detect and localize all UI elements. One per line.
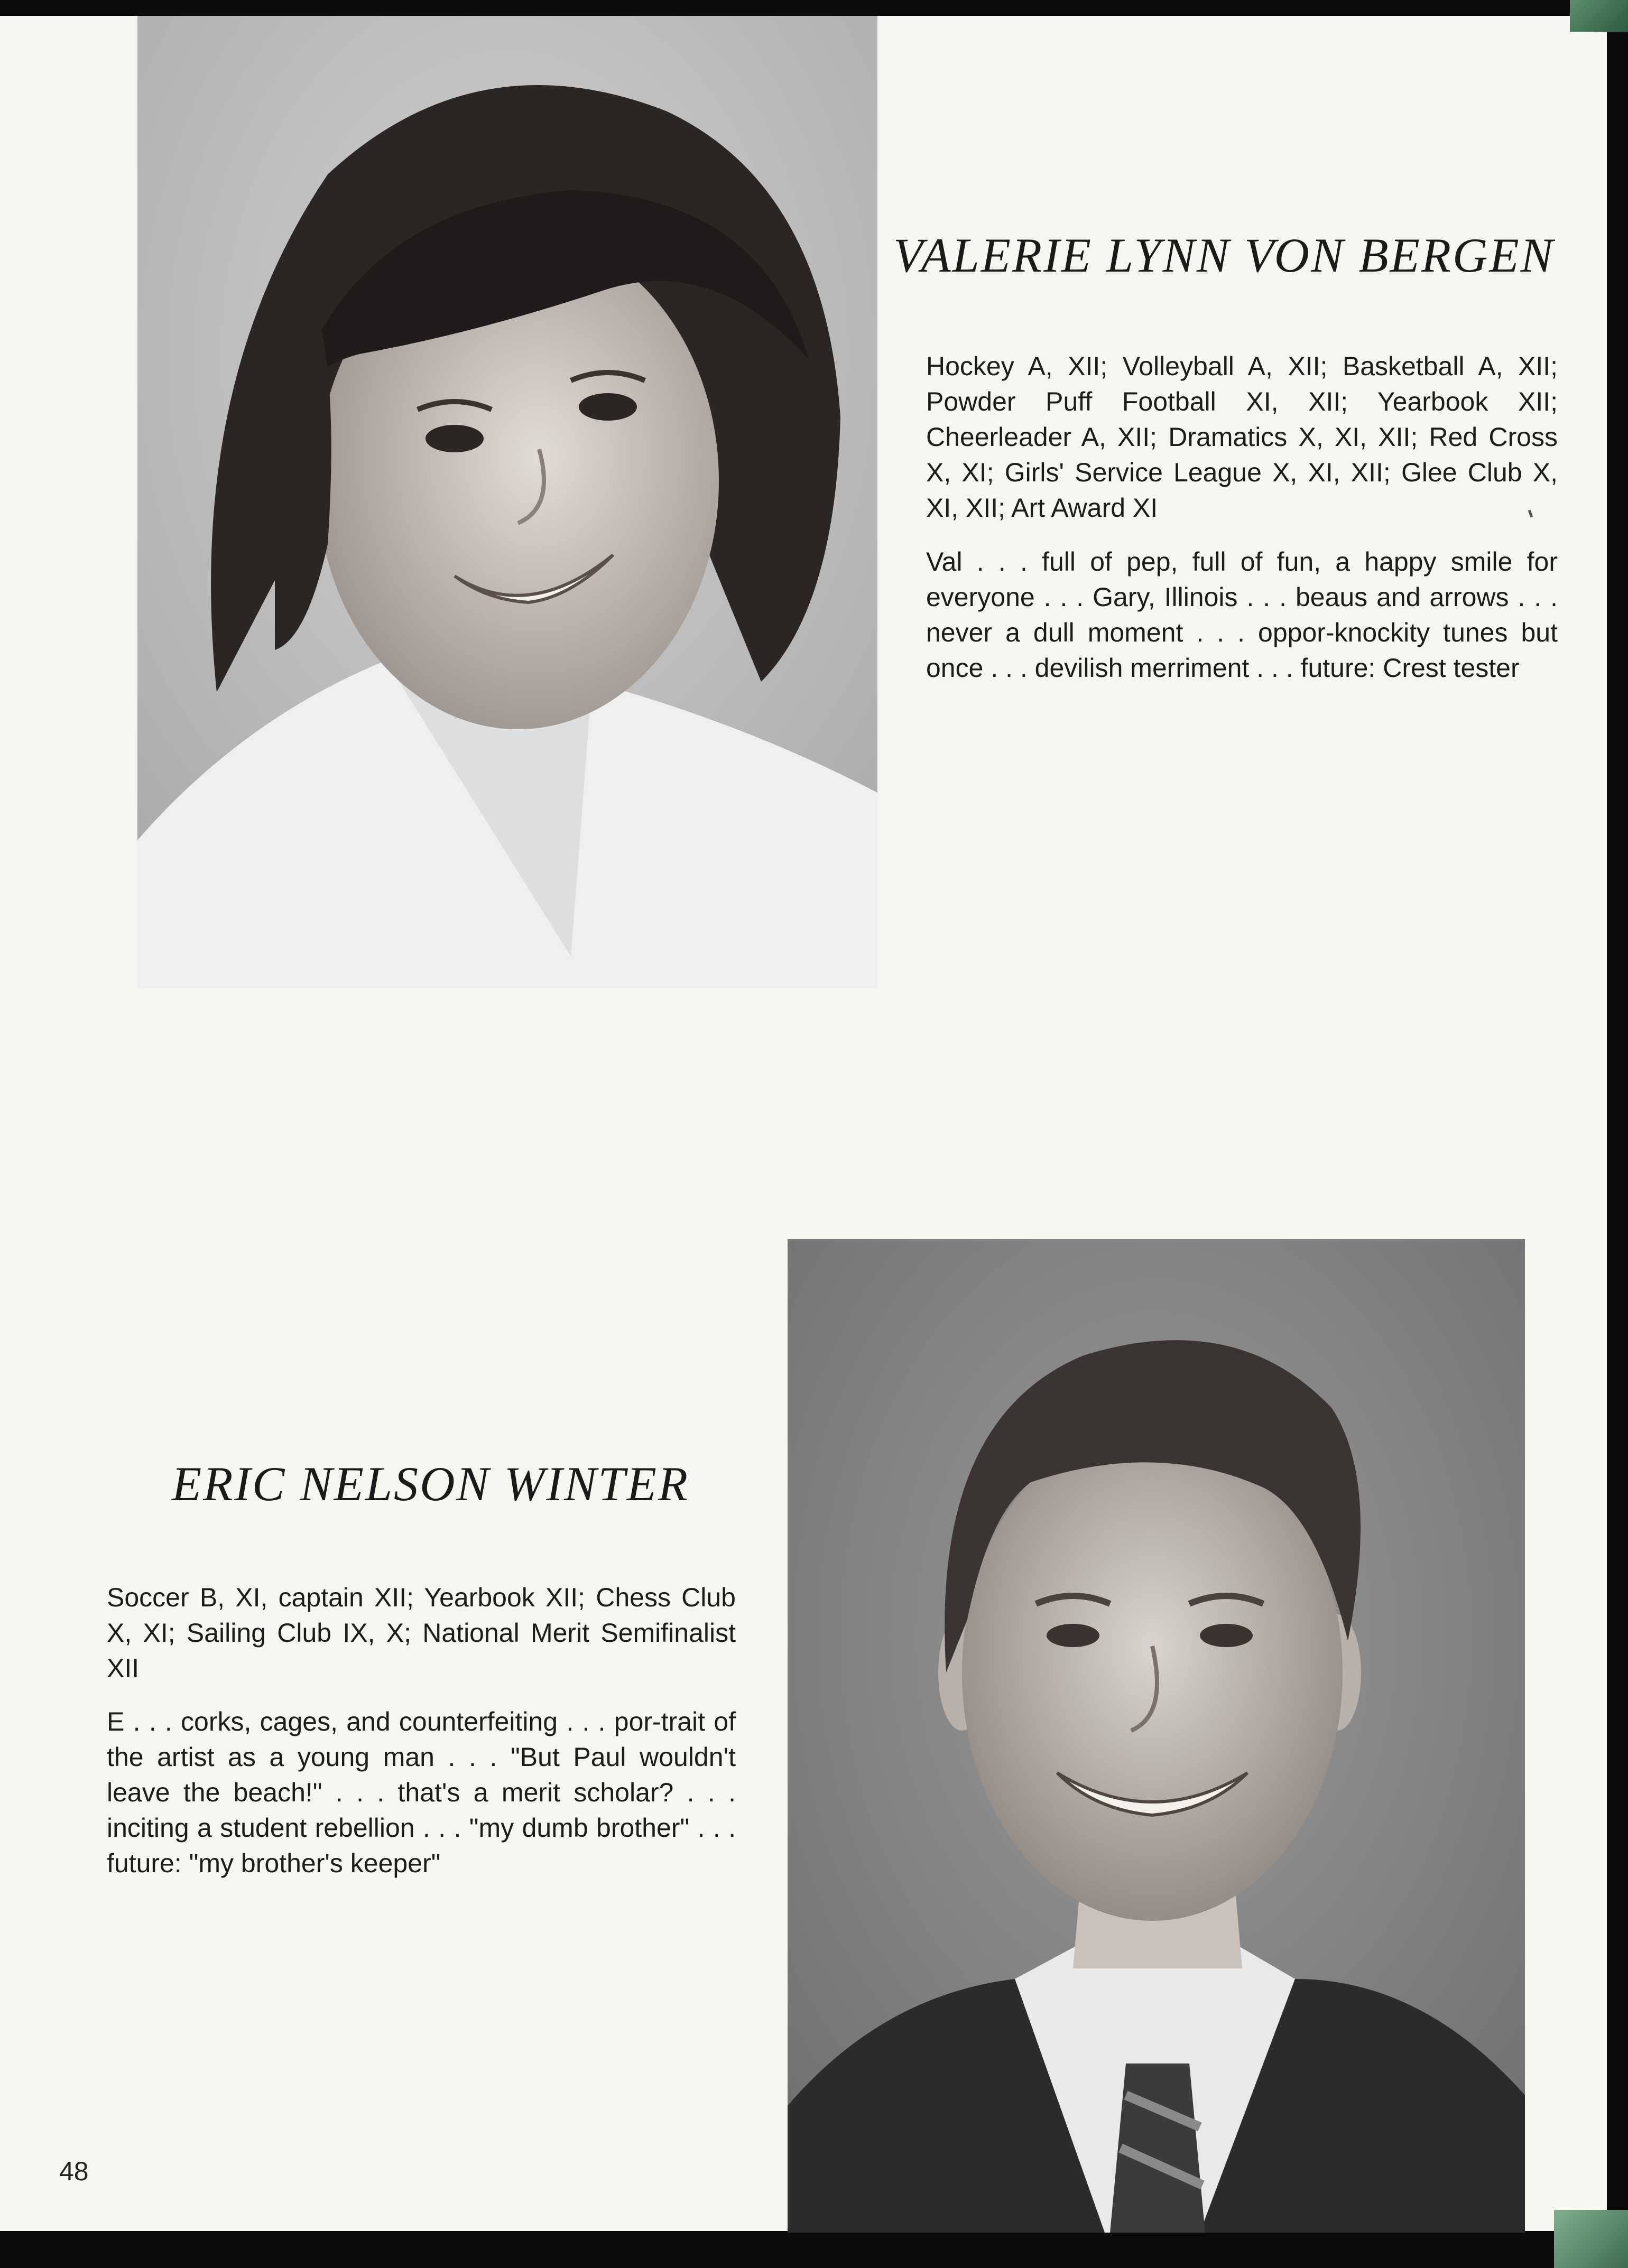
scan-border-right — [1607, 0, 1628, 2268]
scan-border-bottom — [0, 2231, 1628, 2268]
student-name-valerie: VALERIE LYNN VON BERGEN — [893, 228, 1555, 282]
portrait-photo-valerie — [137, 16, 877, 988]
activities-valerie: Hockey A, XII; Volleyball A, XII; Basketball A, XII; Powder Puff Football XI, XII; Yearbook XII; Cheerleader A, XII; Dramatics X, XI, XII; Red Cross X, XI; Girls' Service League X, XI, XII; Glee Club X, XI, XII; Art Award XI — [926, 351, 1558, 523]
portrait-photo-eric — [788, 1239, 1525, 2233]
book-cover-corner-top — [1570, 0, 1628, 32]
page-number: 48 — [59, 2157, 89, 2186]
student-name-eric: ERIC NELSON WINTER — [172, 1457, 690, 1511]
scan-border-top — [0, 0, 1628, 16]
book-cover-corner-bottom — [1554, 2210, 1628, 2268]
bio-eric: E . . . corks, cages, and counterfeiting . . . por-trait of the artist as a young man . . . "But Paul wouldn't leave the beach!" . . . that's a merit scholar? . . . inciting a student rebellion . . . "my dumb brother" . . . future: "my brother's keeper" — [107, 1707, 736, 1878]
activities-eric: Soccer B, XI, captain XII; Yearbook XII; Chess Club X, XI; Sailing Club IX, X; National Merit Semifinalist XII — [107, 1583, 736, 1683]
bio-valerie: Val . . . full of pep, full of fun, a happy smile for everyone . . . Gary, Illinois . . . beaus and arrows . . . never a dull moment . . . oppor-knockity tunes but once . . . devilish merriment . . . future: Crest tester — [926, 547, 1558, 683]
